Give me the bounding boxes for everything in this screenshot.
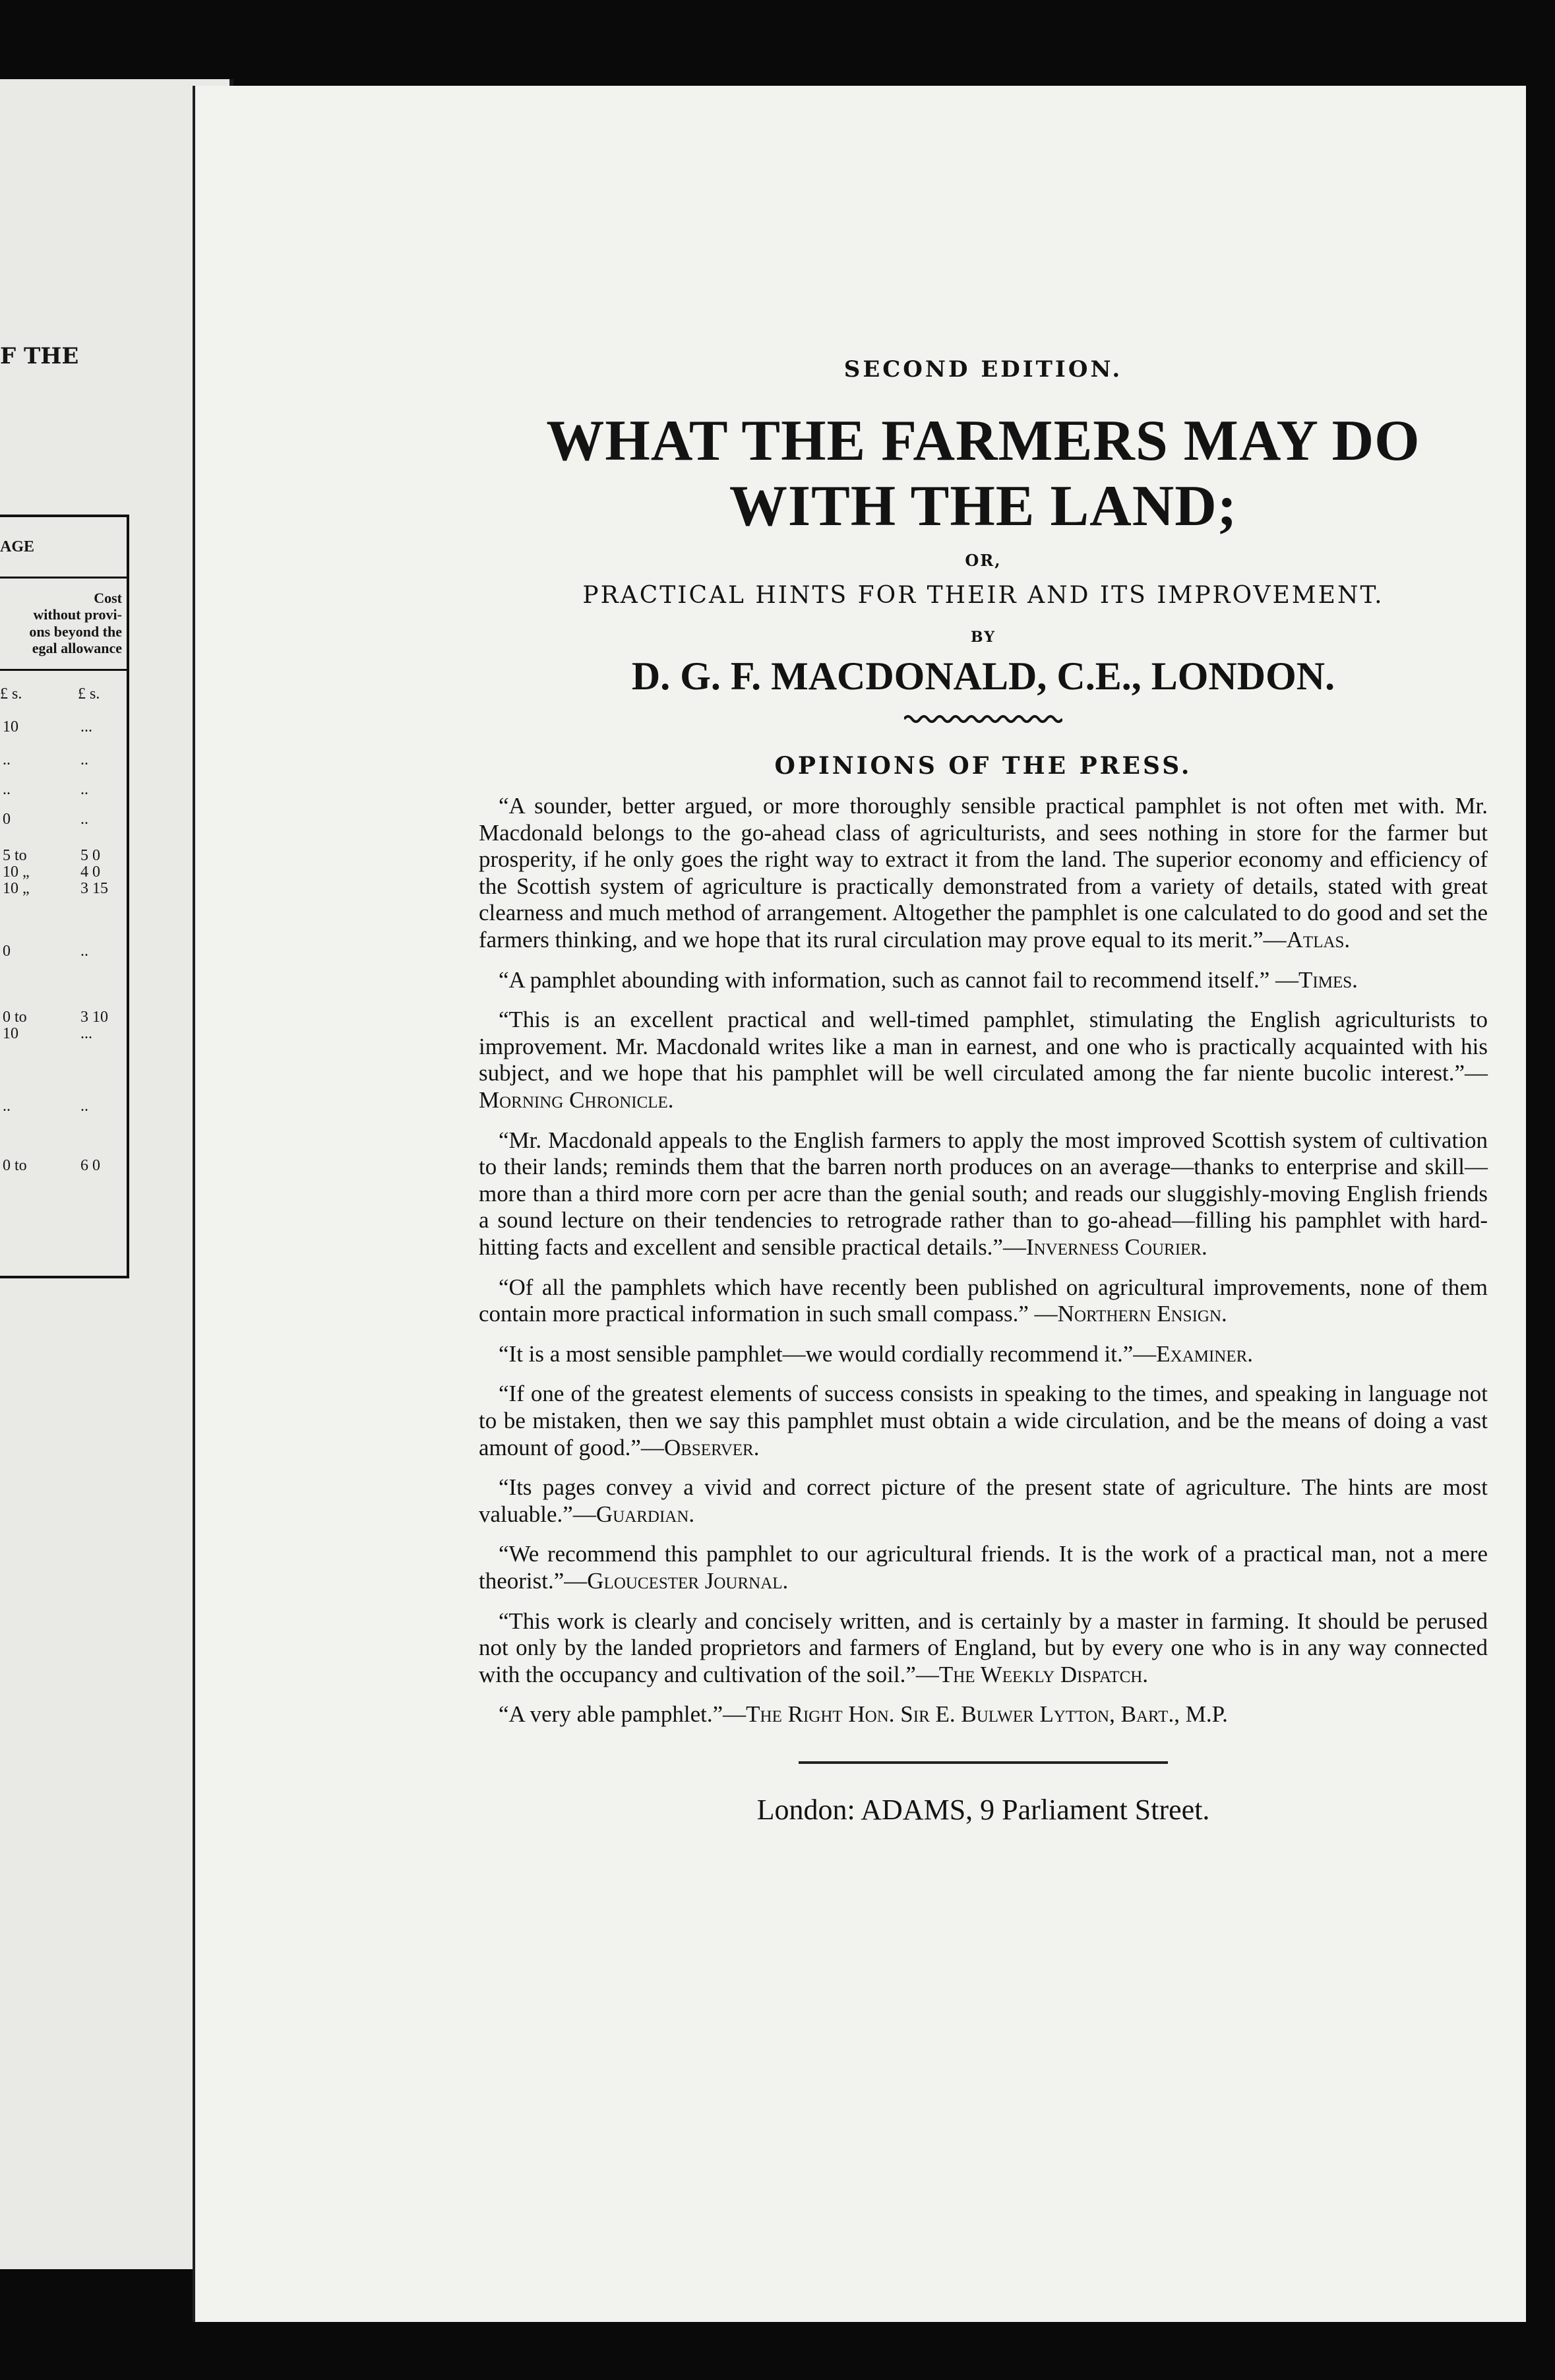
review-paragraph <box>479 1381 1488 1461</box>
table-cell: .. <box>80 781 88 798</box>
edition-line: SECOND EDITION. <box>843 356 1123 383</box>
table-cell: 5 0 <box>80 847 100 864</box>
table-cell: 0 <box>3 811 11 828</box>
review-text: “A very able pamphlet.”— <box>499 1701 747 1728</box>
review-text: “We recommend this pamphlet to our agricultural friends. It is the work of a practical man, not a mere theorist.”— <box>479 1541 1488 1594</box>
review-text: “A pamphlet abounding with information, such as cannot fail to recommend itself.” — <box>499 966 1299 993</box>
title-page <box>193 86 1526 2322</box>
table-cell: .. <box>3 1098 11 1115</box>
review-source: Atlas. <box>1286 927 1351 953</box>
cost-line: ons beyond the <box>29 623 122 640</box>
table-cell: 3 15 <box>80 880 108 897</box>
page-content <box>479 356 1488 1856</box>
review-paragraph <box>479 1608 1488 1689</box>
table-cell: .. <box>3 781 11 798</box>
press-reviews <box>479 793 1488 1728</box>
table-cell: 10 <box>3 718 18 736</box>
table-cell: ... <box>80 718 92 736</box>
publisher-imprint: London: ADAMS, 9 Parliament Street. <box>756 1793 1210 1826</box>
review-text: “Mr. Macdonald appeals to the English farmers to apply the most improved Scottish system of cultivation to their lands; reminds them that the barren north produces on an average—thanks to enterprise and skill—more than a third more corn per acre than the genial south; and reads our sluggishly-moving English friends a sound lecture on their tendencies to retrograde rather than to go-ahead—filling his pamphlet with hard-hitting facts and excellent and sensible practical details.”— <box>479 1127 1488 1260</box>
table-cell: 6 0 <box>80 1157 100 1174</box>
review-paragraph <box>479 793 1488 954</box>
cost-line: Cost <box>94 590 122 606</box>
review-text: “This work is clearly and concisely written, and is certainly by a master in farming. It should be perused not only by the landed proprietors and farmers of England, but by every one who is in any way connected with the occupancy and cultivation of the soil.”— <box>479 1608 1488 1687</box>
review-source: Times. <box>1298 966 1358 993</box>
review-paragraph <box>479 1341 1488 1368</box>
review-source: Morning Chronicle. <box>479 1087 674 1113</box>
review-paragraph <box>479 967 1488 994</box>
table-header <box>0 517 127 579</box>
review-text: “It is a most sensible pamphlet—we would cordially recommend it.”— <box>499 1340 1157 1367</box>
review-text: “Its pages convey a vivid and correct picture of the present state of agriculture. The hints are most valuable.”— <box>479 1474 1488 1527</box>
table-cell: 10 „ <box>3 880 30 897</box>
table-cell: 0 to <box>3 1157 27 1174</box>
review-paragraph <box>479 1127 1488 1261</box>
table-cell: ... <box>80 1025 92 1042</box>
table-cell: 10 „ <box>3 863 30 881</box>
review-source: The Right Hon. Sir E. Bulwer Lytton, Bart., M.P. <box>746 1701 1228 1728</box>
review-paragraph <box>479 1701 1488 1728</box>
table-cell: .. <box>80 751 88 768</box>
unit-label: £ s. <box>0 685 22 703</box>
review-paragraph <box>479 1007 1488 1113</box>
subtitle: PRACTICAL HINTS FOR THEIR AND ITS IMPROVEMENT. <box>582 582 1384 610</box>
table-column-heading: AGE <box>0 538 35 555</box>
review-source: Northern Ensign. <box>1057 1301 1227 1327</box>
review-paragraph <box>479 1474 1488 1528</box>
review-source: Observer. <box>663 1434 760 1460</box>
table-cell: 3 10 <box>80 1009 108 1026</box>
author-name: D. G. F. MACDONALD, C.E., LONDON. <box>631 654 1335 699</box>
review-text: “A sounder, better argued, or more thoroughly sensible practical pamphlet is not often met with. Mr. Macdonald belongs to the go-ahead class of agriculturists, and sees nothing in store for the farmer but prosperity, if he only goes the right way to extract it from the land. The superior economy and efficiency of the Scottish system of agriculture is practically demonstrated from a variety of details, stated with great clearness and much method of arrangement. Altogether the pamphlet is one calculated to do good and set the farmers thinking, and we hope that its rural circulation may prove equal to its merit.”— <box>479 793 1488 953</box>
table-cell: 0 <box>3 943 11 960</box>
wavy-rule-ornament <box>904 712 1062 726</box>
review-paragraph <box>479 1274 1488 1328</box>
imprint-rule <box>799 1761 1168 1764</box>
by-line: BY <box>971 629 996 646</box>
review-text: “If one of the greatest elements of success consists in speaking to the times, and speaking in language not to be mistaken, then we say this pamphlet must obtain a wide circulation, and be the means of doing a vast amount of good.”— <box>479 1381 1488 1460</box>
left-page-table <box>0 515 129 1278</box>
review-paragraph <box>479 1541 1488 1594</box>
or-line: OR, <box>965 551 1002 571</box>
table-divider <box>0 669 127 671</box>
table-cell: .. <box>80 811 88 828</box>
review-text: “This is an excellent practical and well-timed pamphlet, stimulating the English agriculturists to improvement. Mr. Macdonald writes like a man in earnest, and one who is practically acquainted with his subject, and we hope that his pamphlet will be well circulated among the far niente bucolic interest.”— <box>479 1007 1488 1086</box>
unit-label: £ s. <box>78 685 100 703</box>
table-cell: .. <box>80 1098 88 1115</box>
cost-line: without provi- <box>33 606 122 623</box>
table-cost-heading <box>0 590 122 656</box>
review-source: Gloucester Journal. <box>587 1567 789 1594</box>
left-page-heading: F THE <box>0 343 79 369</box>
opinions-heading: OPINIONS OF THE PRESS. <box>774 752 1192 780</box>
review-source: The Weekly Dispatch. <box>938 1661 1149 1687</box>
review-text: “Of all the pamphlets which have recently been published on agricultural improvements, none of them contain more practical information in such small compass.” — <box>479 1274 1488 1327</box>
table-cell: .. <box>3 751 11 768</box>
table-cell: 0 to <box>3 1009 27 1026</box>
table-cell: 4 0 <box>80 863 100 881</box>
review-source: Guardian. <box>595 1501 695 1527</box>
table-cell: 5 to <box>3 847 27 864</box>
table-cell: .. <box>80 943 88 960</box>
page-title: WHAT THE FARMERS MAY DO WITH THE LAND; <box>546 409 1420 538</box>
review-source: Inverness Courier. <box>1025 1234 1207 1260</box>
table-cell: 10 <box>3 1025 18 1042</box>
cost-line: egal allowance <box>32 639 122 656</box>
review-source: Examiner. <box>1156 1340 1254 1367</box>
